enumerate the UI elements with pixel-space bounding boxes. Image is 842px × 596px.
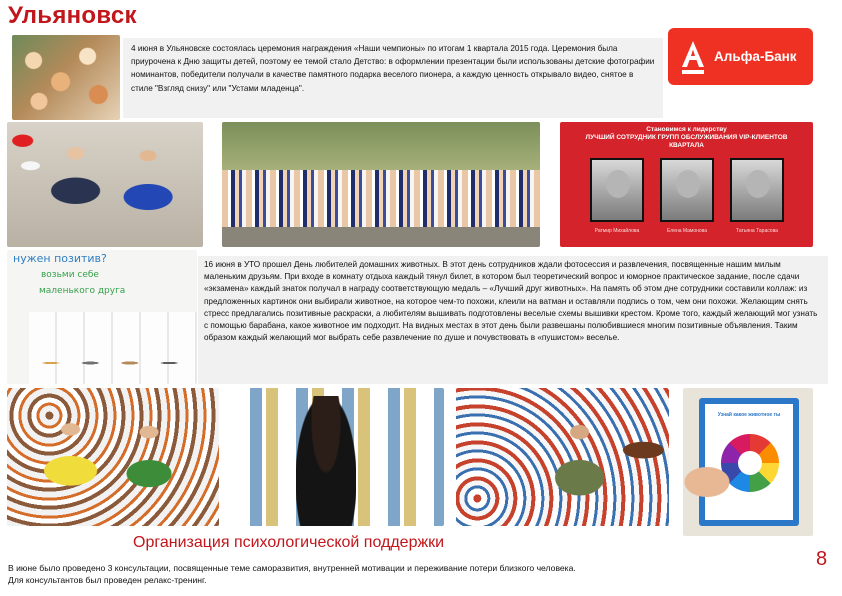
board-question: нужен позитив? (13, 252, 107, 265)
hand-icon (683, 458, 743, 498)
animal-wheel-photo (683, 388, 813, 536)
page-number: 8 (816, 548, 828, 570)
pet-day-description: 16 июня в УТО прошел День любителей домашних животных. В этот день сотрудников ждали фотосессия и развлечения, посвященные нашим милым маленьким друзьям. При входе в комнату отдыха каждый тянул билет, в котором был теоретический вопрос и юморное практическое задание, после сдачи «экзамена» каждый знаток получал в награду соответствующую медаль – «Лучший друг животных». На память об этом дне сотрудники составили коллаж: из предложенных картинок они выбирали животное, на которое чем-то похожи, клеили на ватман и оставляли подпись о том, чем они похожи. Желающим снять стресс предлагались позитивные раскраски, а любителям вышивать подготовлены веселые схемы вышивки крестом. Кроме того, каждый желающий мог узнать с помощью барабана, какое животное им подходит. На видных местах в этот день были развешаны полюбившиеся многим позитивные объявления. Таким образом каждый желающий мог выбрать себе развлечение по душе и почувствовать в «пушистом» веселье. (198, 256, 828, 384)
child-photo (730, 158, 784, 222)
collage-photo (232, 388, 444, 526)
slide-heading (560, 126, 813, 150)
poster-title: Узнай какое животное ты (717, 412, 781, 418)
support-description (8, 562, 768, 586)
award-ceremony-photo (7, 122, 203, 247)
alfa-a-icon (676, 37, 710, 77)
child-name: Ратмир Михайлова (594, 228, 640, 234)
slide-heading-line1: Становимся к лидерству (646, 126, 727, 133)
support-section-title: Организация психологической поддержки (133, 534, 445, 551)
alfa-bank-logo (668, 28, 813, 85)
alfa-bank-name: Альфа-Банк (714, 49, 797, 64)
board-answer-line2: маленького друга (39, 286, 126, 296)
positive-board-photo (7, 250, 197, 384)
child-name: Татьяна Тарасова (736, 228, 778, 234)
child-name: Елена Мамонова (666, 228, 708, 234)
ceremony-description: 4 июня в Ульяновске состоялась церемония награждения «Наши чемпионы» по итогам 1 квартала 2015 года. Церемония была приурочена к Дню защиты детей, поэтому ее темой стало Детство: в оформлении презентации были использованы детские фотографии номинантов, победители получали в качестве памятного подарка веселого пионера, а каждую ценность открывало видео, снятое в стиле "Взгляд снизу" или "Устами младенца". (123, 38, 663, 118)
slide-heading-line3: КВАРТАЛА (669, 142, 704, 149)
childhood-photos-slide (560, 122, 813, 247)
animal-wall-photo-2 (456, 388, 669, 526)
child-photo (660, 158, 714, 222)
child-photo (590, 158, 644, 222)
slide-heading-line2: ЛУЧШИЙ СОТРУДНИК ГРУПП ОБСЛУЖИВАНИЯ VIP-КЛИЕНТОВ (585, 134, 788, 141)
support-line1: В июне было проведено 3 консультации, посвященные теме саморазвития, внутренней мотивации и переживание потери близкого человека. (8, 563, 576, 573)
board-answer-line1: возьми себе (41, 270, 99, 280)
ceremony-food-photo (12, 35, 120, 120)
animal-wall-photo-1 (7, 388, 219, 526)
page-title: Ульяновск (8, 2, 137, 29)
group-photo (222, 122, 540, 247)
support-line2: Для консультантов был проведен релакс-тренинг. (8, 575, 207, 585)
animal-cards (29, 312, 197, 384)
